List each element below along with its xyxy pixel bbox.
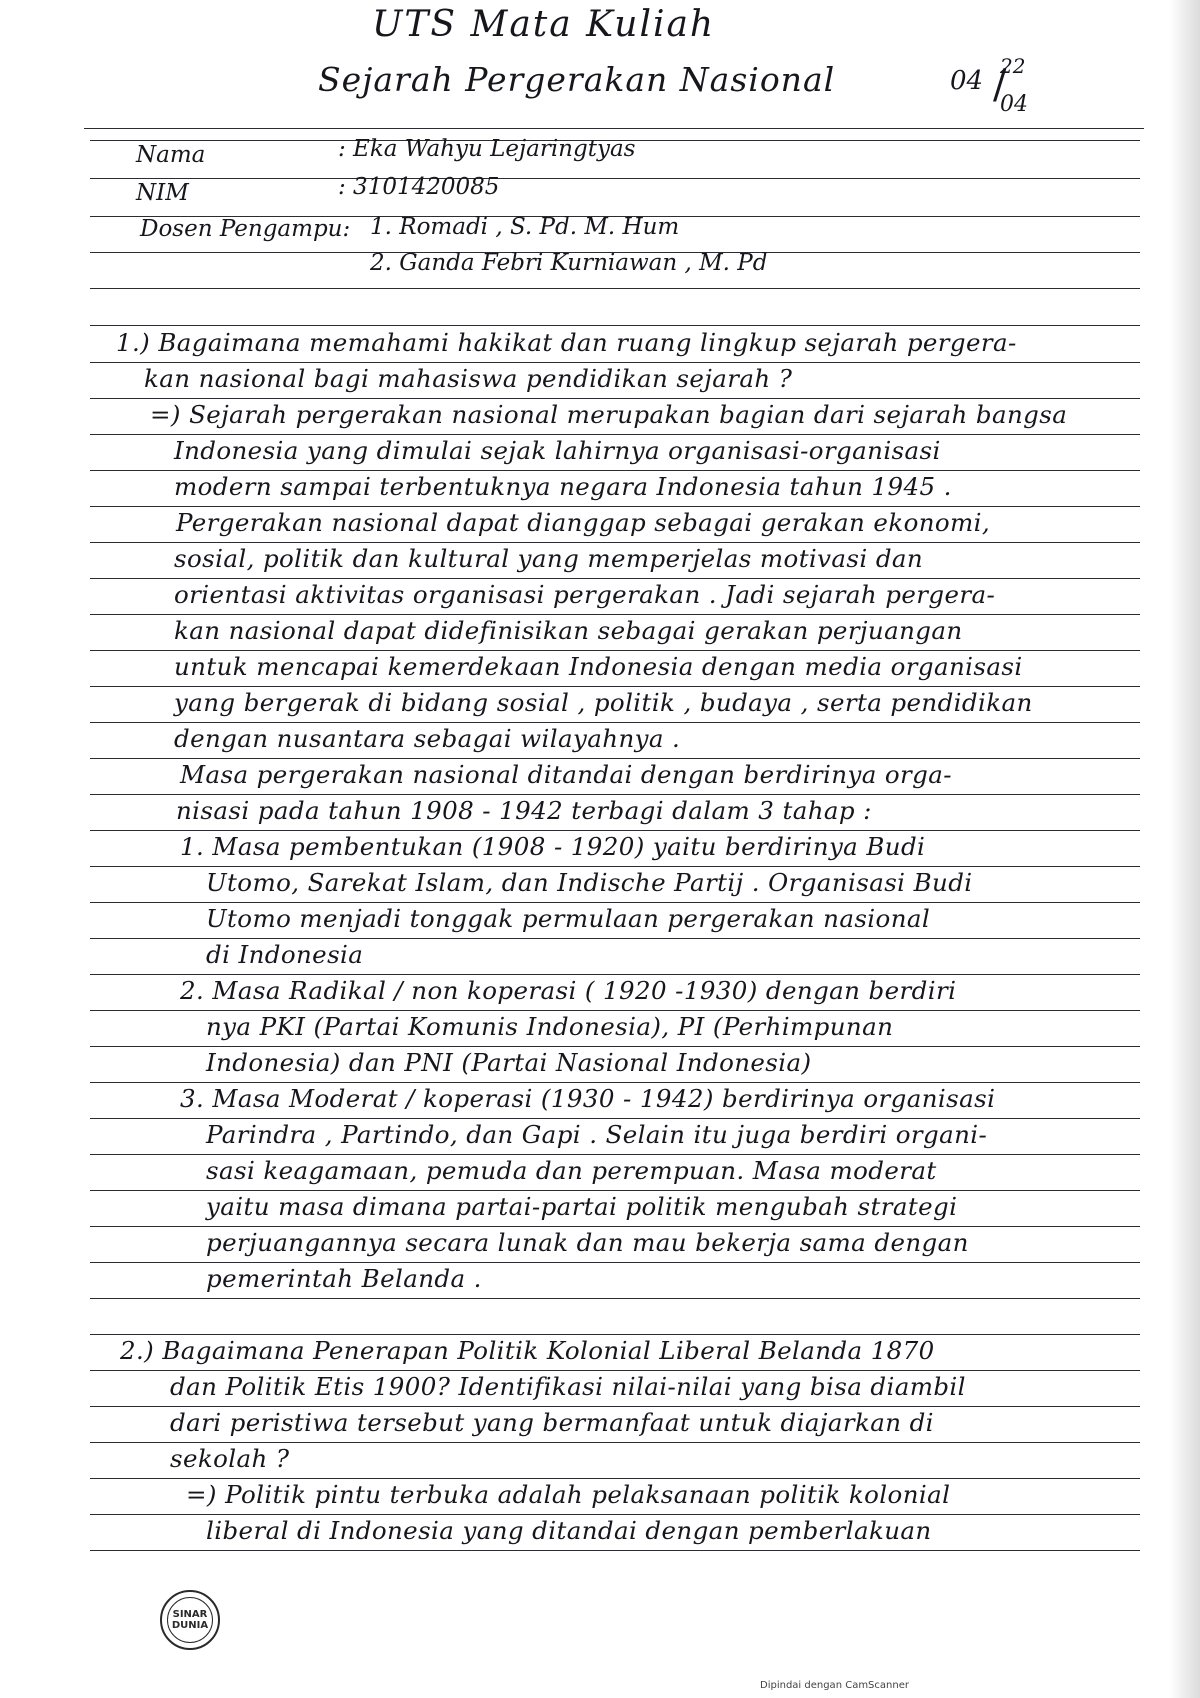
scanner-watermark: Dipindai dengan CamScanner [760,1680,909,1691]
rule-line [90,974,1140,975]
rule-line [84,128,1144,129]
rule-line [90,614,1140,615]
rule-line [90,1190,1140,1191]
rule-line [90,362,1140,363]
q2-line: 2.) Bagaimana Penerapan Politik Kolonial Liberal Belanda 1870 [120,1336,935,1365]
logo-ring [167,1597,213,1643]
rule-line [90,1334,1140,1335]
q1-line: di Indonesia [206,940,364,969]
q1-line: Utomo menjadi tonggak permulaan pergerakan nasional [206,904,931,933]
rule-line [90,1442,1140,1443]
q1-line: pemerintah Belanda . [206,1264,482,1293]
q1-line: Indonesia yang dimulai sejak lahirnya organisasi-organisasi [174,436,941,465]
date-year: 22 [1000,54,1026,78]
course-title: Sejarah Pergerakan Nasional [318,60,836,99]
rule-line [90,1370,1140,1371]
date-separator: / [993,62,1007,108]
rule-line [90,1010,1140,1011]
rule-line [90,434,1140,435]
nim-value: : 3101420085 [338,174,500,200]
q1-line: kan nasional dapat didefinisikan sebagai gerakan perjuangan [174,616,963,645]
rule-line [90,1046,1140,1047]
q1-line: modern sampai terbentuknya negara Indonesia tahun 1945 . [174,472,952,501]
rule-line [90,1154,1140,1155]
logo-text-bottom: DUNIA [171,1620,209,1631]
q1-line: 2. Masa Radikal / non koperasi ( 1920 -1930) dengan berdiri [180,976,957,1005]
rule-line [90,1298,1140,1299]
rule-line [90,1082,1140,1083]
name-label: Nama [136,142,206,168]
q2-line: =) Politik pintu terbuka adalah pelaksanaan politik kolonial [186,1480,951,1509]
q1-line: 1. Masa pembentukan (1908 - 1920) yaitu berdirinya Budi [180,832,926,861]
q1-line: sosial, politik dan kultural yang memperjelas motivasi dan [174,544,924,573]
rule-line [90,178,1140,179]
q1-line: Utomo, Sarekat Islam, dan Indische Partij . Organisasi Budi [206,868,973,897]
q1-line: Parindra , Partindo, dan Gapi . Selain itu juga berdiri organi- [206,1120,988,1149]
q1-line: =) Sejarah pergerakan nasional merupakan bagian dari sejarah bangsa [150,400,1068,429]
rule-line [90,542,1140,543]
rule-line [90,398,1140,399]
rule-line [90,1262,1140,1263]
rule-line [90,650,1140,651]
q1-line: orientasi aktivitas organisasi pergerakan . Jadi sejarah pergera- [174,580,996,609]
q1-line: sasi keagamaan, pemuda dan perempuan. Masa moderat [206,1156,937,1185]
rule-line [90,1514,1140,1515]
q1-line: nisasi pada tahun 1908 - 1942 terbagi dalam 3 tahap : [176,796,872,825]
rule-line [90,506,1140,507]
rule-line [90,830,1140,831]
q1-line: perjuangannya secara lunak dan mau bekerja sama dengan [206,1228,969,1257]
rule-line [90,578,1140,579]
rule-line [90,1550,1140,1551]
rule-line [90,288,1140,289]
q1-line: 3. Masa Moderat / koperasi (1930 - 1942) berdirinya organisasi [180,1084,996,1113]
rule-line [90,470,1140,471]
sinar-dunia-logo [160,1590,220,1650]
rule-line [90,938,1140,939]
q2-line: liberal di Indonesia yang ditandai dengan pemberlakuan [206,1516,932,1545]
rule-line [90,1226,1140,1227]
q1-line: Indonesia) dan PNI (Partai Nasional Indonesia) [206,1048,812,1077]
logo-text-top: SINAR [172,1609,208,1620]
rule-line [90,758,1140,759]
q1-line: untuk mencapai kemerdekaan Indonesia dengan media organisasi [174,652,1023,681]
lecturer-label: Dosen Pengampu: [140,216,351,242]
q1-line: kan nasional bagi mahasiswa pendidikan sejarah ? [144,364,793,393]
rule-line [90,902,1140,903]
q1-line: nya PKI (Partai Komunis Indonesia), PI (Perhimpunan [206,1012,894,1041]
date-month: 04 [1000,92,1028,117]
q1-line: yang bergerak di bidang sosial , politik , budaya , serta pendidikan [174,688,1033,717]
q1-line: yaitu masa dimana partai-partai politik mengubah strategi [206,1192,958,1221]
q2-line: sekolah ? [170,1444,290,1473]
rule-line [90,1478,1140,1479]
rule-line [90,866,1140,867]
exam-title: UTS Mata Kuliah [372,4,716,45]
rule-line [90,1406,1140,1407]
name-value: : Eka Wahyu Lejaringtyas [338,136,636,162]
rule-line [90,794,1140,795]
nim-label: NIM [136,180,189,206]
q1-line: 1.) Bagaimana memahami hakikat dan ruang lingkup sejarah pergera- [116,328,1017,357]
lecturer-1: 1. Romadi , S. Pd. M. Hum [370,214,680,240]
q1-line: Pergerakan nasional dapat dianggap sebagai gerakan ekonomi, [176,508,991,537]
lecturer-2: 2. Ganda Febri Kurniawan , M. Pd [370,250,768,276]
rule-line [90,1118,1140,1119]
date-day: 04 [950,66,984,96]
q1-line: dengan nusantara sebagai wilayahnya . [174,724,681,753]
rule-line [90,722,1140,723]
rule-line [90,325,1140,326]
q1-line: Masa pergerakan nasional ditandai dengan berdirinya orga- [180,760,952,789]
rule-line [90,686,1140,687]
q2-line: dan Politik Etis 1900? Identifikasi nilai-nilai yang bisa diambil [170,1372,966,1401]
q2-line: dari peristiwa tersebut yang bermanfaat untuk diajarkan di [170,1408,934,1437]
